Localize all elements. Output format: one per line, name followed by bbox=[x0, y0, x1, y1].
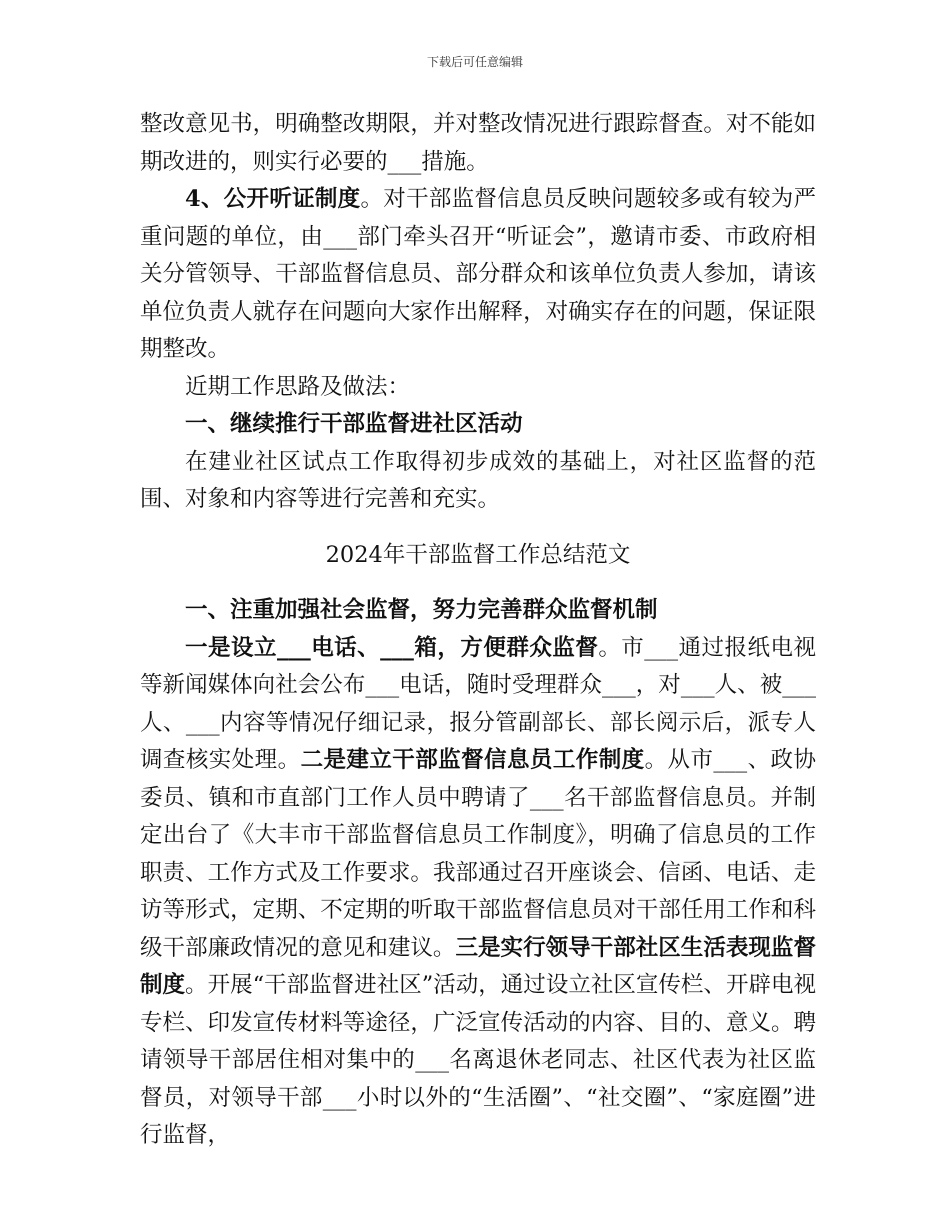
header-note: 下载后可任意编辑 bbox=[426, 55, 523, 69]
measure-two-heading: 二是建立干部监督信息员工作制度 bbox=[300, 747, 645, 773]
measure-three-text: 。开展“干部监督进社区”活动，通过设立社区宣传栏、开辟电视专栏、印发宣传材料等途径，广泛宣传活动的内容、目的、意义。聘请领导干部居住相对集中的___名离退休老同志、社区代表为社区监督员，对领导干部___小时以外的“生活圈”、“社交圈”、“家庭圈”进行监督， bbox=[140, 972, 816, 1148]
paragraph-public-hearing bbox=[140, 181, 816, 369]
public-hearing-text: 。对干部监督信息员反映问题较多或有较为严重问题的单位，由___部门牵头召开“听证会”，邀请市委、市政府相关分管领导、干部监督信息员、部分群众和该单位负责人参加，请该单位负责人就存在问题向大家作出解释，对确实存在的问题，保证限期整改。 bbox=[140, 186, 816, 362]
paragraph-supervision-measures bbox=[140, 630, 816, 1155]
measure-one-heading: 一是设立___电话、___箱，方便群众监督 bbox=[185, 634, 599, 661]
section-heading-community: 一、继续推行干部监督进社区活动 bbox=[185, 411, 523, 437]
measure-three-heading: 三是实行领导干部社区生活表现监督制度 bbox=[140, 934, 816, 998]
document-body bbox=[140, 106, 816, 1155]
document-title: 2024年干部监督工作总结范文 bbox=[325, 541, 631, 568]
measure-two-text: 。从市___、政协委员、镇和市直部门工作人员中聘请了___名干部监督信息员。并制定出台了《大丰市干部监督信息员工作制度》，明确了信息员的工作职责、工作方式及工作要求。我部通过召开座谈会、信函、电话、走访等形式，定期、不定期的听取干部监督信息员对干部任用工作和科级干部廉政情况的意见和建议。 bbox=[140, 747, 816, 961]
paragraph-community-pilot: 在建业社区试点工作取得初步成效的基础上，对社区监督的范围、对象和内容等进行完善和充实。 bbox=[140, 448, 816, 512]
measure-one-text: 。市___通过报纸电视等新闻媒体向社会公布___电话，随时受理群众___，对___人、被___人、___内容等情况仔细记录，报分管副部长、部长阅示后，派专人调查核实处理。 bbox=[140, 634, 816, 773]
paragraph-rectification: 整改意见书，明确整改期限，并对整改情况进行跟踪督查。对不能如期改进的，则实行必要的___措施。 bbox=[140, 111, 816, 175]
public-hearing-heading: 4、公开听证制度 bbox=[185, 186, 361, 212]
paragraph-recent-work: 近期工作思路及做法： bbox=[185, 373, 411, 400]
section-heading-social-supervision: 一、注重加强社会监督，努力完善群众监督机制 bbox=[185, 597, 658, 623]
